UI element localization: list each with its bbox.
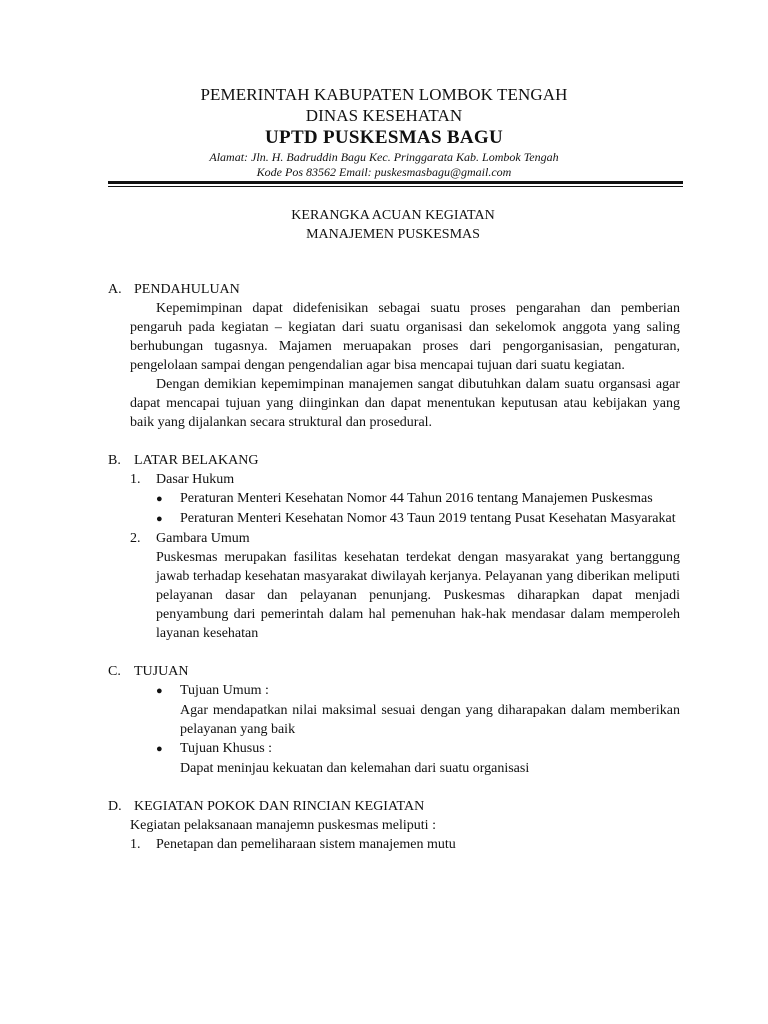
bullet-label: Tujuan Umum :	[180, 683, 269, 698]
letterhead-title: UPTD PUSKESMAS BAGU	[265, 127, 503, 148]
bullet-icon: ●	[156, 513, 163, 525]
document-body	[108, 280, 680, 854]
letterhead-divider-thick	[108, 181, 683, 184]
item-text: Penetapan dan pemeliharaan sistem manajemen mutu	[156, 837, 456, 852]
section-d-intro: Kegiatan pelaksanaan manajemn puskesmas meliputi :	[130, 818, 436, 833]
document-title-line2: MANAJEMEN PUSKESMAS	[306, 227, 480, 242]
section-b-bullet-2	[156, 509, 680, 529]
item-number: 1.	[130, 837, 141, 852]
letterhead-address: Alamat: Jln. H. Badruddin Bagu Kec. Pringgarata Kab. Lombok Tengah	[209, 150, 559, 164]
section-d-heading	[108, 797, 680, 816]
item-number: 1.	[130, 472, 141, 487]
bullet-label: Tujuan Khusus :	[180, 741, 273, 756]
section-letter: A.	[108, 282, 122, 297]
section-c-bullet-1	[156, 681, 680, 701]
section-title: KEGIATAN POKOK DAN RINCIAN KEGIATAN	[134, 799, 425, 814]
section-b-item-2	[130, 529, 680, 548]
section-c-bullet-1-text: Agar mendapatkan nilai maksimal sesuai dengan yang diharapakan dalam memberikan pelayanan yang baik	[180, 703, 680, 737]
section-c-bullet-2-text: Dapat meninjau kekuatan dan kelemahan dari suatu organisasi	[180, 761, 530, 776]
bullet-icon: ●	[156, 493, 163, 505]
section-letter: B.	[108, 453, 121, 468]
section-c-heading	[108, 662, 680, 681]
item-number: 2.	[130, 531, 141, 546]
letterhead-contact: Kode Pos 83562 Email: puskesmasbagu@gmail.com	[256, 165, 512, 179]
item-label: Gambara Umum	[156, 531, 250, 546]
item-label: Dasar Hukum	[156, 472, 235, 487]
bullet-icon: ●	[156, 685, 163, 697]
section-b-bullet-1	[156, 489, 680, 509]
letterhead	[0, 84, 768, 180]
section-c-bullet-2	[156, 739, 680, 759]
document-title-line1: KERANGKA ACUAN KEGIATAN	[291, 208, 495, 223]
bullet-icon: ●	[156, 743, 163, 755]
section-b-heading	[108, 451, 680, 470]
letterhead-government: PEMERINTAH KABUPATEN LOMBOK TENGAH	[200, 85, 568, 104]
section-title: LATAR BELAKANG	[134, 453, 259, 468]
section-a-heading	[108, 280, 680, 299]
section-d-item-1	[130, 835, 680, 854]
bullet-text: Peraturan Menteri Kesehatan Nomor 44 Tahun 2016 tentang Manajemen Puskesmas	[180, 491, 653, 506]
section-b-item-1	[130, 470, 680, 489]
section-b-item-2-text: Puskesmas merupakan fasilitas kesehatan terdekat dengan masyarakat yang bertanggung jawab terhadap kesehatan masyarakat diwilayah kerjanya. Pelayanan yang diberikan meliputi pelayanan dasar dan pelayanan penunjang. Puskesmas diharapkan dapat menjadi penyambung dari pemerintah dalam hal pemenuhan hak-hak mendasar dalam memperoleh layanan kesehatan	[156, 550, 680, 641]
document-title	[0, 206, 768, 244]
letterhead-department: DINAS KESEHATAN	[305, 106, 463, 125]
section-letter: D.	[108, 799, 122, 814]
section-a-paragraph-2: Dengan demikian kepemimpinan manajemen sangat dibutuhkan dalam suatu organsasi agar dapat mencapai tujuan yang diinginkan dan dapat menentukan keputusan atau kebijakan yang baik yang dijalankan secara struktural dan prosedural.	[130, 377, 680, 430]
section-letter: C.	[108, 664, 121, 679]
section-a-paragraph-1: Kepemimpinan dapat didefenisikan sebagai suatu proses pengarahan dan pemberian pengaruh pada kegiatan – kegiatan dari suatu organisasi dan sekelomok anggota yang saling berhubungan tugasnya. Majamen meruapakan proses dari pengorganisasian, pengaturan, pengelolaan sampai dengan pengendalian agar bisa mencapai tujuan dari suatu kegiatan.	[130, 301, 680, 373]
section-title: PENDAHULUAN	[134, 282, 240, 297]
letterhead-divider-thin	[108, 186, 683, 187]
section-title: TUJUAN	[134, 664, 189, 679]
bullet-text: Peraturan Menteri Kesehatan Nomor 43 Taun 2019 tentang Pusat Kesehatan Masyarakat	[180, 511, 676, 526]
